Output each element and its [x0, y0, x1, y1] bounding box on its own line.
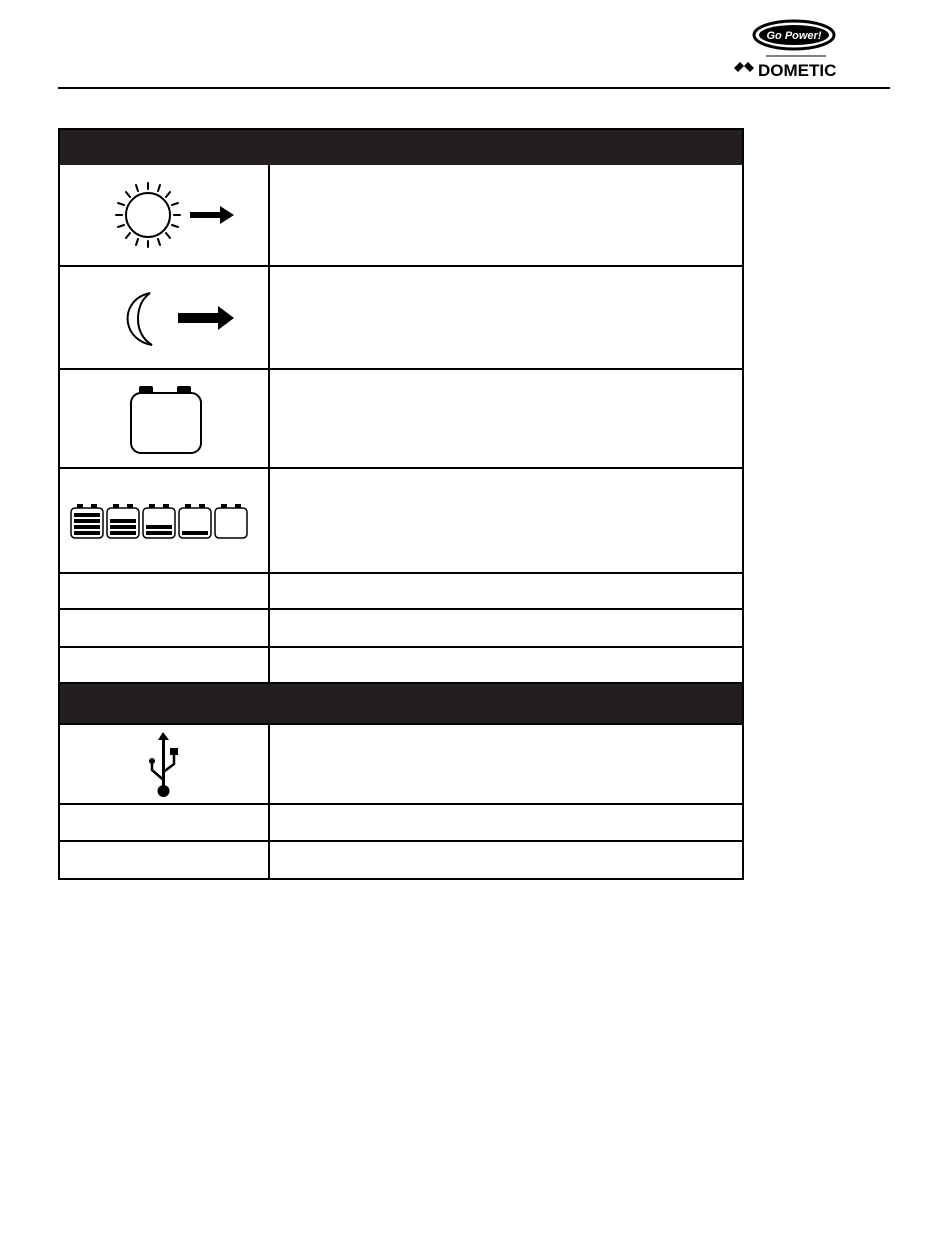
- battery-level-bar: [74, 525, 100, 529]
- table-row: [60, 840, 742, 878]
- table-row: [60, 608, 742, 646]
- moon-icon: [84, 273, 244, 363]
- icon-cell: [60, 648, 270, 682]
- section-header-2: [60, 682, 742, 723]
- battery-level-icon: [143, 504, 175, 538]
- section-header-1: [60, 130, 742, 165]
- table-row-night: [60, 265, 742, 368]
- icon-cell: [60, 469, 270, 572]
- battery-level-bar: [110, 519, 136, 523]
- row-description: [270, 805, 742, 840]
- brand-name-text: DOMETIC: [758, 61, 837, 80]
- battery-level-bar: [110, 531, 136, 535]
- battery-level-bar: [182, 531, 208, 535]
- icon-cell: [60, 725, 270, 803]
- icon-cell: [60, 574, 270, 608]
- battery-level-icon: [215, 504, 247, 538]
- dometic-go-power-logo: [730, 18, 852, 80]
- row-description: [270, 574, 742, 608]
- table-row-battery: [60, 368, 742, 467]
- table-row: [60, 572, 742, 608]
- row-description: [270, 469, 742, 572]
- battery-icon: [84, 374, 244, 464]
- icon-cell: [60, 165, 270, 265]
- arrow-right-icon: [178, 306, 234, 330]
- battery-level-bar: [146, 525, 172, 529]
- battery-level-bar: [110, 525, 136, 529]
- row-description: [270, 370, 742, 467]
- table-row-battery-levels: [60, 467, 742, 572]
- row-description: [270, 267, 742, 368]
- table-row: [60, 646, 742, 682]
- sun-icon: [84, 170, 244, 260]
- battery-level-icon: [71, 504, 103, 538]
- arrow-right-icon: [190, 206, 234, 224]
- battery-level-icon: [179, 504, 211, 538]
- table-row-usb: [60, 723, 742, 803]
- battery-level-bar: [146, 531, 172, 535]
- icon-cell: [60, 805, 270, 840]
- battery-level-bar: [74, 519, 100, 523]
- table-row-day: [60, 165, 742, 265]
- row-description: [270, 648, 742, 682]
- battery-level-bar: [74, 513, 100, 517]
- icon-cell: [60, 267, 270, 368]
- row-description: [270, 165, 742, 265]
- brand-badge-text: Go Power!: [766, 30, 822, 42]
- battery-level-bar: [74, 531, 100, 535]
- row-description: [270, 610, 742, 646]
- usb-icon: [134, 728, 194, 800]
- icon-cell: [60, 370, 270, 467]
- display-icons-table: [58, 128, 744, 880]
- row-description: [270, 725, 742, 803]
- header-rule: [58, 87, 890, 89]
- row-description: [270, 842, 742, 878]
- icon-cell: [60, 842, 270, 878]
- table-row: [60, 803, 742, 840]
- battery-levels-icon: [69, 496, 259, 546]
- icon-cell: [60, 610, 270, 646]
- battery-level-icon: [107, 504, 139, 538]
